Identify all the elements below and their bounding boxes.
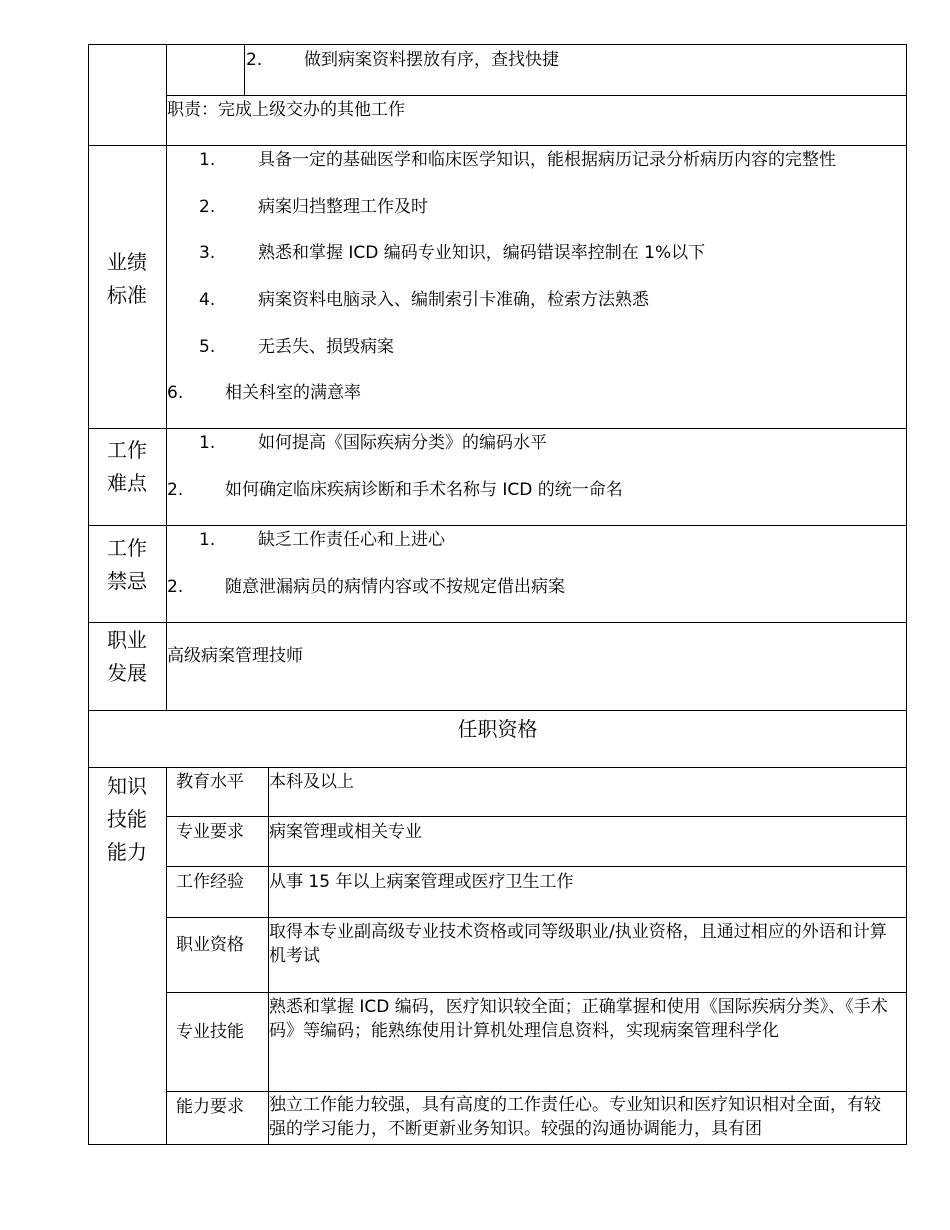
duty-subcell-divider (244, 44, 245, 95)
taboos-label: 工作 禁忌 (107, 536, 147, 593)
section-divider-career (88, 710, 907, 711)
qual-value: 取得本专业副高级专业技术资格或同等级职业/执业资格，且通过相应的外语和计算机考试 (269, 922, 887, 966)
difficulty-item-text: 如何提高《国际疾病分类》的编码水平 (258, 433, 547, 453)
performance-item-text: 病案资料电脑录入、编制索引卡准确，检索方法熟悉 (258, 290, 649, 310)
qual-key: 工作经验 (176, 872, 244, 892)
section-divider-difficulties (88, 525, 907, 526)
table-bottom-border (88, 1144, 907, 1145)
qual-key: 职业资格 (176, 935, 244, 955)
career-text: 高级病案管理技师 (167, 646, 303, 666)
duty-item-text: 做到病案资料摆放有序，查找快捷 (304, 50, 559, 70)
qual-value: 从事 15 年以上病案管理或医疗卫生工作 (269, 872, 574, 892)
performance-item-text: 病案归挡整理工作及时 (258, 197, 428, 217)
performance-item-number: 5. (199, 337, 216, 357)
performance-item-number: 1. (199, 150, 216, 170)
qual-value-clip (269, 1093, 899, 1143)
qual-row-divider (166, 866, 907, 867)
table-top-border (88, 44, 907, 45)
taboo-item-text: 随意泄漏病员的病情内容或不按规定借出病案 (225, 577, 565, 597)
section-divider-performance (88, 428, 907, 429)
performance-label: 业绩 标准 (107, 250, 147, 307)
duty-item-number: 2. (246, 50, 263, 70)
qual-value: 病案管理或相关专业 (269, 822, 422, 842)
qual-key: 能力要求 (176, 1097, 244, 1117)
qualifications-title: 任职资格 (457, 717, 538, 741)
taboo-item-text: 缺乏工作责任心和上进心 (258, 530, 445, 550)
performance-item-number: 4. (199, 290, 216, 310)
qual-key: 教育水平 (176, 772, 244, 792)
qual-row-divider (166, 917, 907, 918)
qual-key: 专业要求 (176, 822, 244, 842)
label-column-divider (166, 44, 167, 710)
performance-item-number: 3. (199, 243, 216, 263)
qual-row-divider (166, 992, 907, 993)
performance-item-number: 6. (167, 383, 184, 403)
duty-row-divider (166, 95, 907, 96)
qualifications-label: 知识 技能 能力 (107, 774, 147, 864)
section-divider-duties (88, 145, 907, 146)
section-divider-taboos (88, 622, 907, 623)
performance-item-text: 相关科室的满意率 (225, 383, 361, 403)
taboo-item-number: 1. (199, 530, 216, 550)
performance-item-number: 2. (199, 197, 216, 217)
other-duty-text: 职责：完成上级交办的其他工作 (167, 100, 405, 120)
qual-row-divider (166, 816, 907, 817)
difficulty-item-text: 如何确定临床疾病诊断和手术名称与 ICD 的统一命名 (225, 480, 623, 500)
section-divider-title (88, 767, 907, 768)
table-right-border (906, 44, 907, 1145)
label-column-divider-lower (166, 767, 167, 1145)
performance-item-text: 具备一定的基础医学和临床医学知识，能根据病历记录分析病历内容的完整性 (258, 150, 836, 170)
performance-item-text: 无丢失、损毁病案 (258, 337, 394, 357)
qual-value: 独立工作能力较强，具有高度的工作责任心。专业知识和医疗知识相对全面，有较强的学习能力，不断更新业务知识。较强的沟通协调能力，具有团 (269, 1095, 881, 1139)
difficulty-item-number: 1. (199, 433, 216, 453)
qual-value: 熟悉和掌握 ICD 编码，医疗知识较全面；正确掌握和使用《国际疾病分类》、《手术码》等编码；能熟练使用计算机处理信息资料，实现病案管理科学化 (269, 997, 888, 1041)
difficulties-label: 工作 难点 (107, 438, 147, 495)
qual-row-divider (166, 1091, 907, 1092)
difficulty-item-number: 2. (167, 480, 184, 500)
qual-key: 专业技能 (176, 1022, 244, 1042)
taboo-item-number: 2. (167, 577, 184, 597)
career-label: 职业 发展 (107, 628, 147, 685)
performance-item-text: 熟悉和掌握 ICD 编码专业知识，编码错误率控制在 1%以下 (258, 243, 706, 263)
qual-value: 本科及以上 (269, 772, 354, 792)
